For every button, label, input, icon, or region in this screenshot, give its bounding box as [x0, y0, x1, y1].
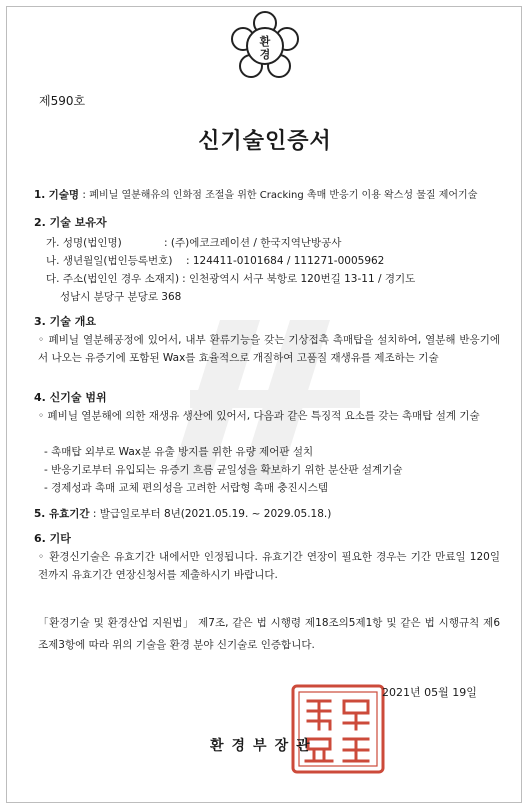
- section-5-validity: [34, 506, 331, 521]
- section-4-intro: ◦ 폐비닐 열분해에 의한 재생유 생산에 있어서, 다음과 같은 특징적 요소를 갖는 촉매탑 설계 기술: [38, 410, 480, 422]
- page-title: 신기술인증서: [198, 129, 332, 154]
- section-4-heading: 4. 신기술 범위: [34, 391, 107, 404]
- section-3-text: ◦ 폐비닐 열분해공정에 있어서, 내부 환류기능을 갖는 기상접촉 촉매탑을 설치하여, 열분해 반응기에서 나오는 유증기에 포함된 Wax를 효율적으로 개질하여 고품질 재생유를 제조하는 기술: [38, 334, 500, 364]
- section-1-separator: :: [79, 189, 90, 201]
- section-4-item: - 반응기로부터 유입되는 유증기 흐름 균일성을 확보하기 위한 분산판 설계기술: [44, 464, 403, 476]
- holder-row-registration-value: : 124411-0101684 / 111271-0005962: [186, 255, 385, 267]
- issue-date: 2021년 05월 19일: [382, 686, 477, 699]
- section-1-text: 폐비닐 열분해유의 인화점 조절을 위한 Cracking 촉매 반응기 이용 왁스성 물질 제어기술: [89, 190, 478, 201]
- holder-row-registration: [46, 253, 384, 268]
- section-2-heading: 2. 기술 보유자: [34, 216, 107, 229]
- section-1-number: 1.: [34, 189, 46, 201]
- holder-address-continued: 성남시 분당구 분당로 368: [60, 291, 182, 303]
- holder-row-address-label: 다. 주소(법인인 경우 소재지): [46, 273, 180, 285]
- holder-row-registration-label: 나. 생년월일(법인등록번호): [46, 255, 173, 267]
- holder-row-address-value: : 인천광역시 서구 북항로 120번길 13-11 / 경기도: [182, 273, 416, 285]
- emblem-text-bottom: 경: [259, 48, 271, 61]
- section-5-label: 5. 유효기간: [34, 508, 90, 520]
- government-emblem-icon: [229, 10, 301, 82]
- emblem-text-top: 환: [259, 35, 271, 48]
- holder-row-name-label: 가. 성명(법인명): [46, 237, 122, 249]
- section-3-heading: 3. 기술 개요: [34, 315, 96, 328]
- certificate-number: 제590호: [39, 94, 86, 108]
- section-1-technology-name: [34, 186, 477, 202]
- section-4-item: - 촉매탑 외부로 Wax분 유출 방지를 위한 유량 제어판 설치: [44, 446, 314, 458]
- section-1-label: 기술명: [48, 189, 80, 201]
- holder-row-address: [46, 271, 415, 286]
- section-6-text: ◦ 환경신기술은 유효기간 내에서만 인정됩니다. 유효기간 연장이 필요한 경우는 기간 만료일 120일 전까지 유효기간 연장신청서를 제출하시기 바랍니다.: [38, 551, 500, 581]
- holder-row-name: [46, 235, 341, 250]
- section-5-value: : 발급일로부터 8년(2021.05.19. ~ 2029.05.18.): [92, 508, 332, 520]
- certification-statement: 「환경기술 및 환경산업 지원법」 제7조, 같은 법 시행령 제18조의5제1항 및 같은 법 시행규칙 제6조제3항에 따라 위의 기술을 환경 분야 신기술로 인증합니다.: [38, 617, 500, 651]
- section-4-item: - 경제성과 촉매 교체 편의성을 고려한 서랍형 촉매 충진시스템: [44, 482, 329, 494]
- holder-row-name-value: : (주)에코크레이션 / 한국지역난방공사: [164, 237, 342, 249]
- issuer-name: 환경부장관: [210, 738, 318, 754]
- section-6-heading: 6. 기타: [34, 532, 71, 545]
- official-seal-icon: [290, 683, 386, 775]
